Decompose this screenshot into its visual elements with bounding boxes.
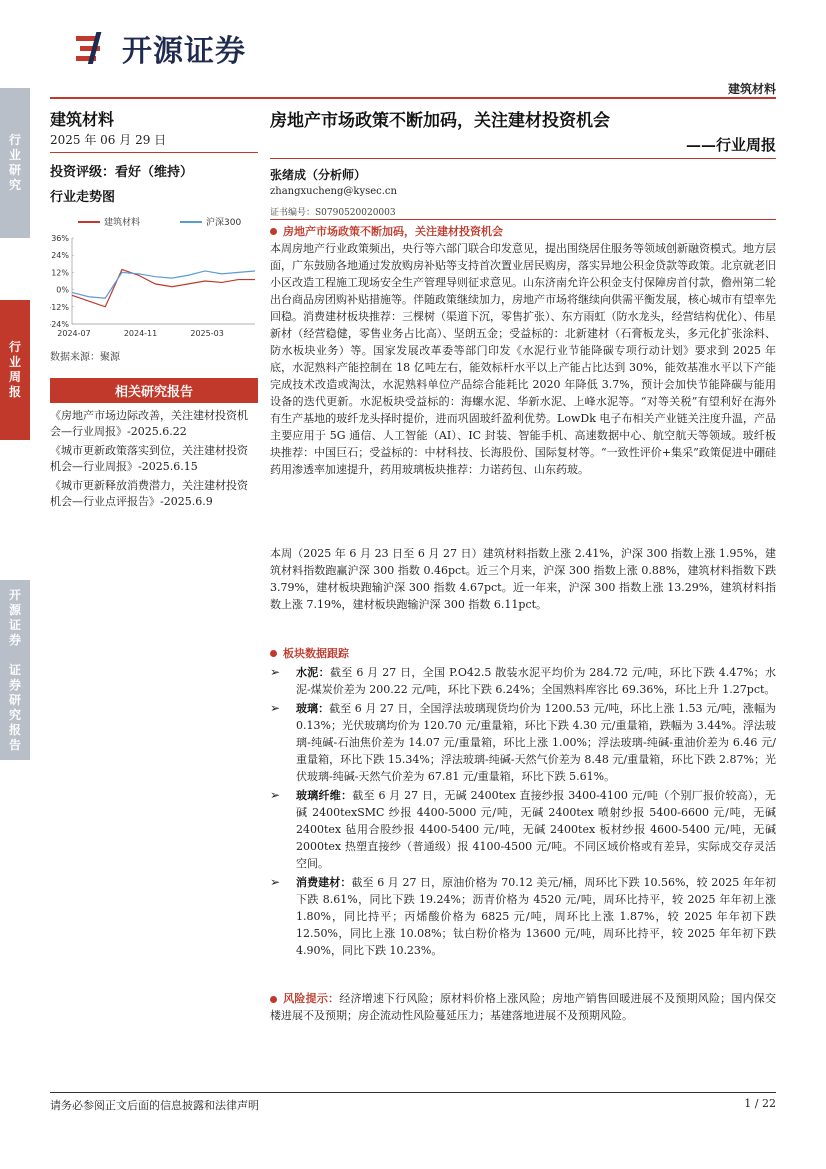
y-tick-label: 0%: [56, 285, 69, 295]
item-text: 截至 6 月 27 日，全国 P.O42.5 散装水泥平均价为 284.72 元/吨，环比下跌 4.47%；水泥-煤炭价差为 200.22 元/吨，环比下跌 6.24%；全国熟料库容比 69.36%，环比上升 1.27pct。: [296, 666, 776, 696]
related-reports-list: [50, 408, 258, 513]
arrow-bullet-icon: ➢: [270, 665, 281, 679]
section-heading-text: 房地产市场政策不断加码，关注建材投资机会: [283, 225, 503, 238]
analyst-name: 张绪成（分析师）: [270, 168, 367, 182]
chart-source: 数据来源：聚源: [50, 352, 120, 363]
index-performance-paragraph: 本周（2025 年 6 月 23 日至 6 月 27 日）建筑材料指数上涨 2.41%，沪深 300 指数上涨 1.95%，建筑材料指数跑赢沪深 300 指数 0.46pct。近三个月来，沪深 300 指数上涨 0.88%，建筑材料指数下跌 3.79%，建材板块跑输沪深 300 指数 4.67pct。近一年来，沪深 300 指数上涨 13.29%，建筑材料指数上涨 7.19%，建材板块跑输沪深 300 指数 6.11pct。: [270, 547, 776, 611]
left-divider: [50, 152, 258, 153]
side-char: 源: [8, 602, 21, 617]
side-char: 业: [8, 148, 21, 162]
item-text: 截至 6 月 27 日，全国浮法玻璃现货均价为 1200.53 元/吨，环比上涨 1.53 元/吨，涨幅为 0.13%；光伏玻璃均价为 120.70 元/重量箱，环比下跌 4.30 元/重量箱，跌幅为 3.44%。浮法玻璃-纯碱-石油焦价差为 14.07 元/重量箱，环比上涨 1.00%；浮法玻璃-纯碱-重油价差为 6.46 元/重量箱，环比下跌 15.34%；浮法玻璃-纯碱-天然气价差为 8.48 元/重量箱，环比下跌 2.87%；光伏玻璃-纯碱-天然气价差为 67.81 元/重量箱，环比下跌 5.61%。: [296, 702, 777, 783]
arrow-bullet-icon: ➢: [270, 788, 281, 802]
related-reports-header: 相关研究报告: [50, 378, 258, 403]
header-industry-tag: 建筑材料: [727, 82, 776, 96]
list-item: [270, 787, 776, 872]
section-heading-data: [270, 645, 349, 661]
side-char: 券: [8, 632, 21, 647]
brand-name: 开源证券: [122, 34, 246, 69]
side-char: 研: [8, 163, 21, 177]
legend-label: 沪深300: [206, 218, 242, 228]
trend-chart-title: 行业走势图: [50, 190, 116, 205]
header-divider: [50, 97, 776, 99]
item-label: 水泥：: [296, 666, 330, 679]
series-line: [72, 271, 255, 298]
risk-label: 风险提示：: [283, 992, 340, 1005]
page-number: 1 / 22: [744, 1097, 776, 1110]
x-tick-label: 2024-07: [57, 329, 91, 338]
logo-mark-icon: [72, 26, 116, 70]
y-tick-label: 24%: [51, 251, 69, 261]
analyst-certificate: 证书编号：S0790520020003: [270, 208, 396, 218]
side-char: 行: [8, 133, 21, 147]
analyst-email[interactable]: zhangxucheng@kysec.cn: [270, 186, 397, 197]
investment-rating: 投资评级：看好（维持）: [50, 165, 194, 180]
side-char: 报: [8, 722, 21, 737]
side-char: 券: [8, 677, 21, 692]
section-heading-policy: [270, 223, 503, 239]
y-tick-label: -24%: [50, 320, 69, 329]
brand-logo: [72, 26, 246, 70]
item-label: 玻璃：: [296, 702, 330, 715]
data-tracking-list: [270, 664, 776, 961]
side-char: 开: [8, 587, 21, 602]
arrow-bullet-icon: ➢: [270, 701, 281, 715]
side-char: 周: [8, 370, 21, 384]
side-char: 证: [8, 662, 21, 677]
report-subtitle: ——行业周报: [685, 136, 776, 154]
item-text: 截至 6 月 27 日，原油价格为 70.12 美元/桶，周环比下跌 10.56%，较 2025 年年初下跌 8.61%，同比下跌 19.24%；沥青价格为 4520 元/吨，周环比持平，较 2025 年年初上涨 1.80%，同比持平；丙烯酸价格为 6825 元/吨，周环比上涨 1.87%，较 2025 年年初下跌 12.50%，同比上涨 10.08%；钛白粉价格为 13600 元/吨，周环比持平，较 2025 年年初下跌 4.90%，同比下跌 10.23%。: [296, 876, 776, 957]
trend-chart-svg: [50, 212, 258, 342]
footer-disclaimer: 请务必参阅正文后面的信息披露和法律声明: [50, 1099, 259, 1112]
risk-text: 经济增速下行风险；原材料价格上涨风险；房地产销售回暖进展不及预期风险；国内保交楼进展不及预期；房企流动性风险蔓延压力；基建落地进展不及预期风险。: [270, 992, 777, 1022]
side-char: 报: [8, 385, 21, 399]
y-tick-label: -12%: [50, 302, 69, 312]
summary-paragraph: 本周房地产行业政策频出，央行等六部门联合印发意见，提出围绕居住服务等领域创新融资模式。地方层面，广东鼓励各地通过发放购房补贴等支持首次置业居民购房，落实异地公积金贷款等政策。北京就老旧小区改造工程施工现场安全生产管理导则征求意见。山东济南允许公积金支付保障房首付款，儋州第二轮出台商品房团购补贴措施等。伴随政策继续加力，房地产市场将继续向供需平衡发展，核心城市有望率先回稳。消费建材板块推荐：三棵树（渠道下沉，零售扩张）、东方雨虹（防水龙头，经营结构优化）、伟星新材（经营稳健，零售业务占比高）、坚朗五金；受益标的：北新建材（石膏板龙头，多元化扩张涂料、防水板块业务）等。国家发展改革委等部门印发《水泥行业节能降碳专项行动计划》要求到 2025 年底，水泥熟料产能控制在 18 亿吨左右，能效标杆水平以上产能占比达到 30%，能效基准水平以下产能完成技术改造或淘汰，水泥熟料单位产品综合能耗比 2020 年降低 3.7%，预计会加快节能降碳与能用设备的迭代更新。水泥板块受益标的：海螺水泥、华新水泥、上峰水泥等。“对等关税”有望利好在海外有生产基地的玻纤龙头择时提价，进而巩固玻纤盈利优势。LowDk 电子布相关产业链关注度升温，产品主要应用于 5G 通信、人工智能（AI）、IC 封装、智能手机、高速数据中心、航空航天等领域。玻纤板块推荐：中国巨石；受益标的：中材科技、长海股份、国际复材等。“一致性评价+集采”政策促进中硼硅药用渗透率加速提升，药用玻璃板块推荐：力诺药包、山东药玻。: [270, 242, 776, 476]
related-report-item[interactable]: 《城市更新政策落实到位，关注建材投资机会—行业周报》-2025.6.15: [50, 444, 248, 473]
title-divider: [270, 158, 776, 159]
related-report-item[interactable]: 《房地产市场边际改善，关注建材投资机会—行业周报》-2025.6.22: [50, 409, 248, 438]
item-text: 截至 6 月 27 日，无碱 2400tex 直接纱报 3400-4100 元/吨（个别厂报价较高），无碱 2400texSMC 纱报 4400-5000 元/吨，无碱 2400tex 喷射纱报 5400-6600 元/吨，无碱 2400tex 毡用合股纱报 4400-5400 元/吨，无碱 2400tex 板材纱报 4600-5400 元/吨，无碱 2000tex 热塑直接纱（普通级）报 4100-4500 元/吨。不同区域价格或有差异，实际成交存灵活空间。: [296, 789, 776, 870]
side-char: 究: [8, 707, 21, 722]
side-char: 业: [8, 355, 21, 369]
risk-warning: [270, 990, 776, 1024]
report-date: 2025 年 06 月 29 日: [50, 133, 167, 147]
side-label-weekly: [0, 300, 30, 440]
series-line: [72, 270, 255, 307]
item-label: 玻璃纤维：: [296, 789, 353, 802]
industry-name: 建筑材料: [50, 110, 115, 129]
footer-divider: [50, 1092, 776, 1093]
side-label-research: [0, 88, 30, 238]
author-divider: [270, 219, 776, 220]
bullet-dot-icon: [270, 996, 277, 1003]
side-char: 究: [8, 178, 21, 192]
side-char: 证: [8, 617, 21, 632]
list-item: [270, 700, 776, 785]
side-char: [9, 648, 21, 663]
bullet-dot-icon: [270, 228, 277, 235]
report-title: 房地产市场政策不断加码，关注建材投资机会: [270, 111, 610, 131]
side-char: 行: [8, 340, 21, 354]
y-tick-label: 12%: [51, 268, 69, 278]
side-label-securities: [0, 580, 30, 760]
x-tick-label: 2024-11: [123, 329, 158, 338]
legend-label: 建筑材料: [104, 218, 141, 228]
list-item: [270, 664, 776, 698]
item-label: 消费建材：: [296, 876, 352, 889]
side-char: 研: [8, 692, 21, 707]
bullet-dot-icon: [270, 650, 277, 657]
y-tick-label: 36%: [51, 234, 69, 243]
arrow-bullet-icon: ➢: [270, 875, 281, 889]
related-report-item[interactable]: 《城市更新释放消费潜力，关注建材投资机会—行业点评报告》-2025.6.9: [50, 479, 248, 508]
trend-chart: [50, 212, 258, 338]
side-char: 告: [8, 737, 21, 752]
x-tick-label: 2025-03: [190, 329, 224, 338]
section-heading-text: 板块数据跟踪: [283, 647, 349, 660]
list-item: [270, 874, 776, 959]
